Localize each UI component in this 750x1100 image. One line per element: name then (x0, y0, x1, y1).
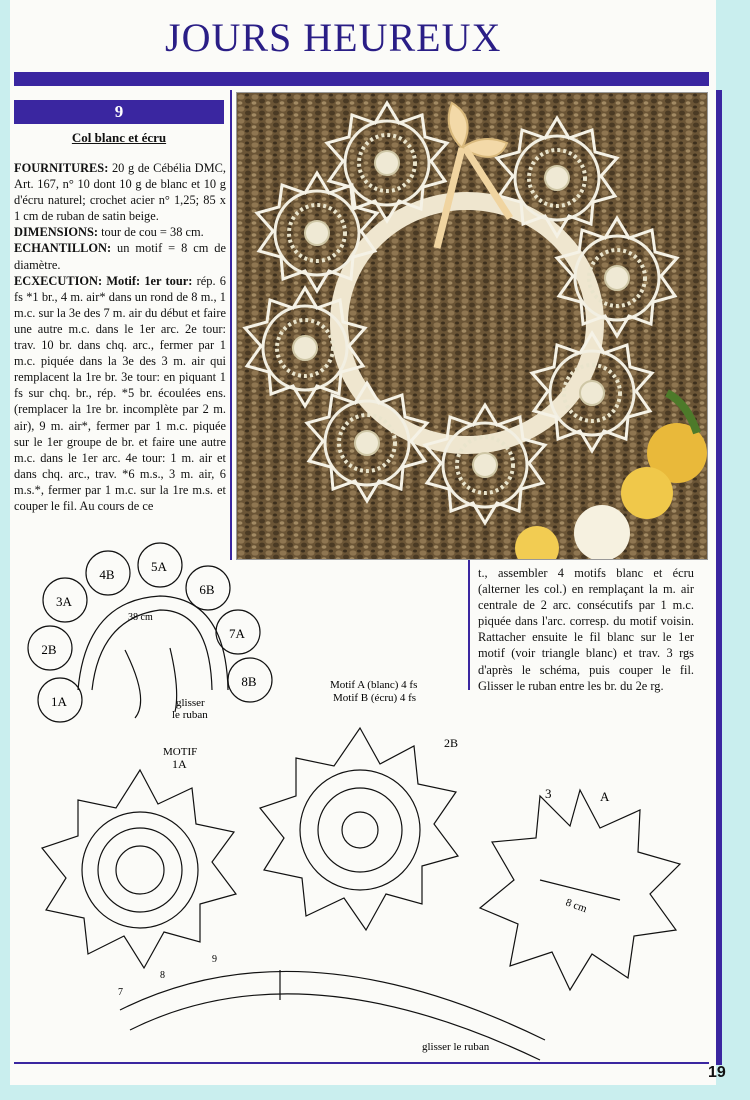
band-top (120, 971, 545, 1040)
collar-label-8b: 8B (241, 674, 257, 689)
row-number-8: 8 (160, 970, 165, 981)
magazine-title: JOURS HEUREUX (165, 15, 502, 60)
page-number: 19 (708, 1064, 726, 1081)
motif-2b-label: 2B (444, 736, 459, 750)
collar-label-7a: 7A (229, 626, 245, 641)
collar-label-4b: 4B (99, 567, 115, 582)
continuation-paragraph: t., assembler 4 motifs blanc et écru (alterner les col.) en remplaçant la m. air centrale de 2 arc. consécutifs par 1 m.c. piquée dans l'arc. corresp. du motif voisin. Rattacher ensuite le fil blanc sur le 1er motif (voir triangle blanc) et trav. 3 rgs d'après le schéma, puis couper le fil. Glisser le ruban entre les br. du 2e rg. (478, 566, 694, 693)
collar-label-3a: 3A (56, 594, 72, 609)
neck-measure: 38 cm (128, 612, 153, 623)
ribbon-ends (125, 648, 177, 718)
paragraph-echantillon: ECHANTILLON: un motif = 8 cm de diamètre. (14, 241, 226, 272)
motif-label: MOTIF (163, 746, 198, 758)
paragraph-fournitures: FOURNITURES: 20 g de Cébélia DMC, Art. 167, n° 10 dont 10 g de blanc et 10 g d'écru naturel; crochet acier n° 1,25; 85 x 1 cm de ruban de satin beige. (14, 161, 226, 224)
collar-label-5a: 5A (151, 559, 167, 574)
pattern-name: Col blanc et écru (71, 130, 167, 145)
ribbon-note-bottom: glisser le ruban (422, 1041, 490, 1053)
legend-motif-b: Motif B (écru) 4 fs (333, 692, 417, 704)
motif-diameter: 8 cm (563, 896, 589, 916)
collar-label-6b: 6B (199, 582, 215, 597)
motif-3a-label: A (600, 789, 610, 804)
pattern-number: 9 (14, 100, 224, 124)
ribbon-note-line-2: le ruban (172, 709, 208, 721)
paragraph-dimensions: DIMENSIONS: tour de cou = 38 cm. (14, 225, 204, 240)
motif-3-label: 3 (545, 786, 552, 801)
motif-3a-outline (480, 790, 680, 990)
paragraph-execution: ECXECUTION: Motif: 1er tour: rép. 6 fs *1 br., 4 m. air* dans un rond de 8 m., 1 m.c. sur la 3e des 7 m. air du début et faire une autre m.c. dans le 1er arc. 2e tour: trav. 10 br. dans chq. arc., fermer par 1 m.c. piquée dans la 3e des 3 m. air qui remplacent la 1re br. 3e tour: en piquant 1 fs sur chq. br., rép. *5 br. écoulées ens. (remplacer la 1re br. incomplète par 2 m. air), 9 m. air*, fermer par 1 m.c. piquée sur le 1er groupe de br. et faire une autre m.c. dans le 1er arc. 4e tour: 1 m. air et dans chq. arc., trav. *6 m.s., 3 m. air, 6 m.s.*, fermer par 1 m.c. sur la 1re m.s. et couper le fil. Au cours de ce (14, 273, 226, 513)
motif-2b-chart (260, 728, 458, 930)
ribbon-note-line-1: glisser (176, 697, 205, 709)
collar-label-1a: 1A (51, 694, 67, 709)
legend-motif-a: Motif A (blanc) 4 fs (330, 679, 418, 691)
row-number-9: 9 (212, 954, 217, 965)
motif-1a-chart (42, 770, 236, 968)
row-number-7: 7 (118, 987, 123, 998)
motif-1a-label: 1A (172, 757, 187, 771)
footer-rule (14, 1062, 709, 1064)
collar-label-2b: 2B (41, 642, 57, 657)
